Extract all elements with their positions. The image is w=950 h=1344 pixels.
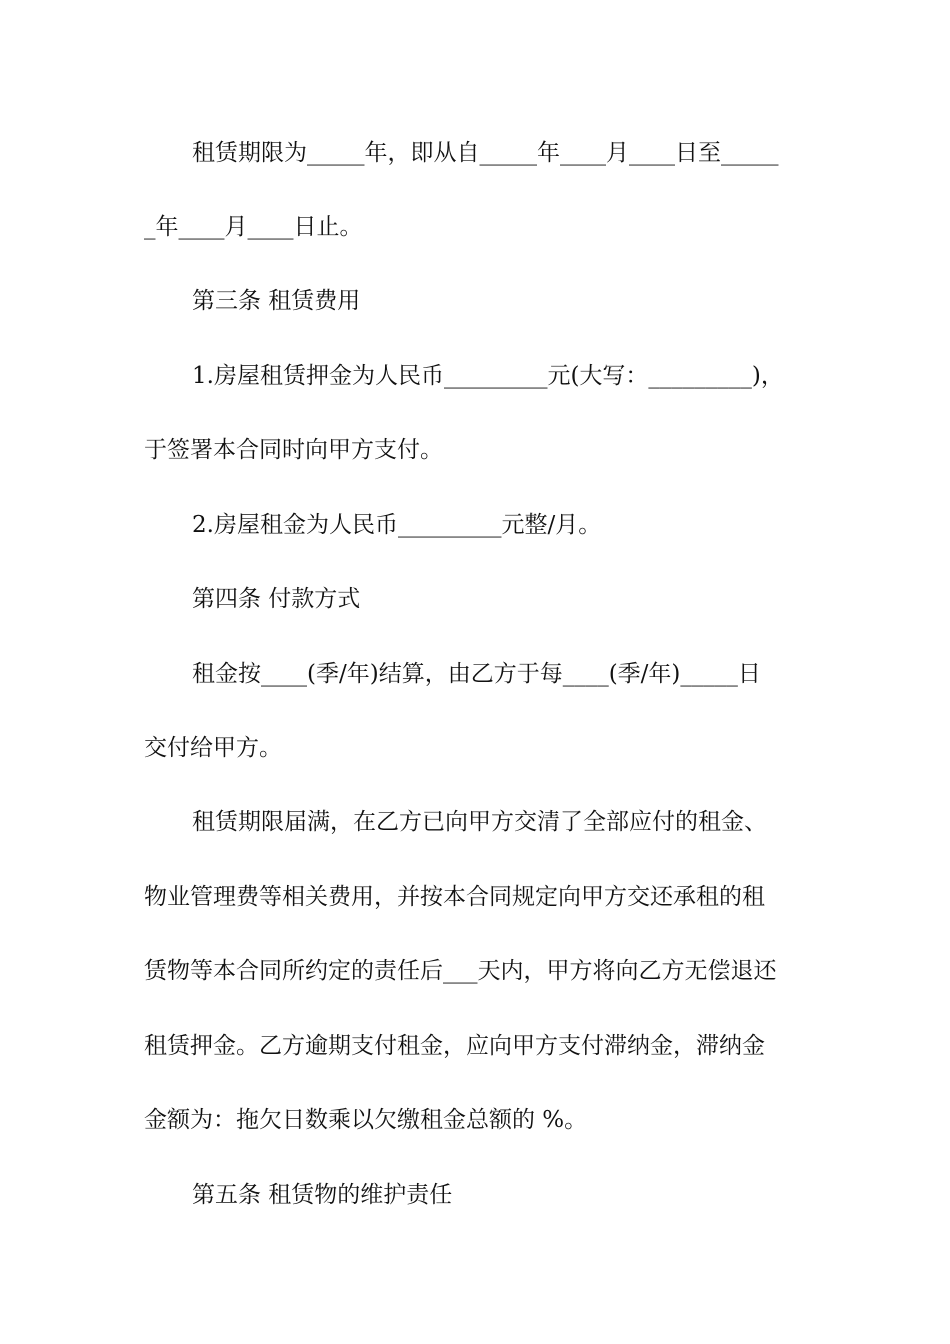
refund-clause-line-4: 租赁押金。乙方逾期支付租金，应向甲方支付滞纳金，滞纳金 [144, 1033, 765, 1059]
article-4-heading: 第四条 付款方式 [192, 586, 361, 612]
payment-clause-line-2: 交付给甲方。 [144, 735, 282, 761]
deposit-clause-line-2: 于签署本合同时向甲方支付。 [144, 437, 443, 463]
lease-term-line-2: _年____月____日止。 [144, 214, 363, 240]
payment-clause-line-1: 租金按____(季/年)结算，由乙方于每____(季/年)_____日 [192, 661, 761, 687]
refund-clause-line-2: 物业管理费等相关费用，并按本合同规定向甲方交还承租的租 [144, 884, 765, 910]
deposit-clause-line-1: 1.房屋租赁押金为人民币_________元(大写：_________)， [192, 363, 784, 389]
article-5-heading: 第五条 租赁物的维护责任 [192, 1182, 453, 1208]
rent-clause: 2.房屋租金为人民币_________元整/月。 [192, 512, 602, 538]
refund-clause-line-1: 租赁期限届满，在乙方已向甲方交清了全部应付的租金、 [192, 809, 767, 835]
article-3-heading: 第三条 租赁费用 [192, 288, 361, 314]
refund-clause-line-3: 赁物等本合同所约定的责任后___天内，甲方将向乙方无偿退还 [144, 958, 777, 984]
lease-term-line-1: 租赁期限为_____年，即从自_____年____月____日至_____ [192, 140, 779, 166]
refund-clause-line-5: 金额为：拖欠日数乘以欠缴租金总额的 %。 [144, 1107, 588, 1133]
